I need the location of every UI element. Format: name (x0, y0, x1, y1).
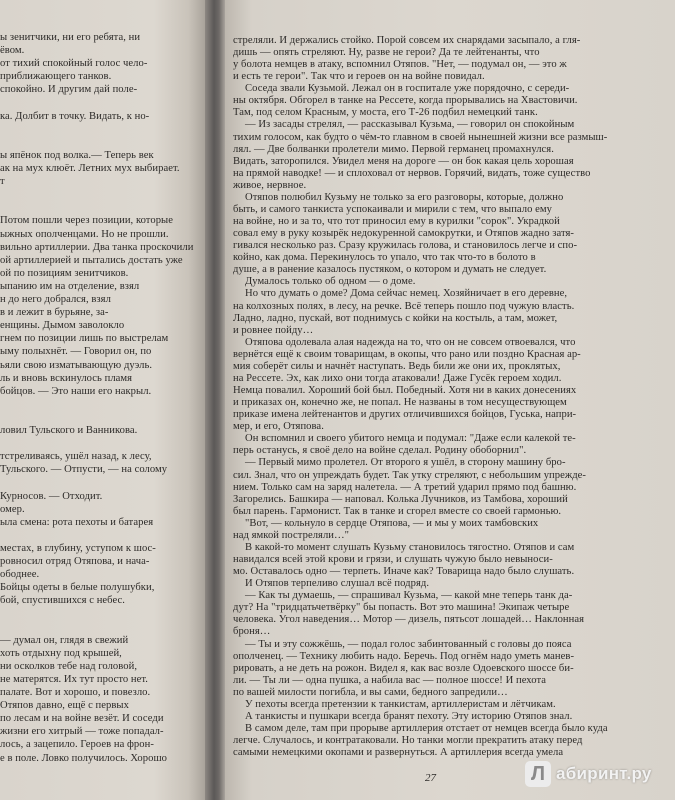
text-line: вернётся ещё к своим товарищам, в окопы, что рано или поздно Красная ар- (233, 348, 581, 360)
text-line: ободнее. (0, 569, 40, 581)
text-line: гнем по позиции лишь по выстрелам (0, 333, 169, 345)
right-page (225, 0, 675, 800)
text-line: совал ему в руку козырёк недокуренной самокрутки, и Отяпов жадно затя- (233, 228, 575, 240)
text-line: сил. Знал, что он упреждать будет. Так утку стреляют, с небольшим упрежде- (233, 469, 587, 481)
text-line: Соседа звали Кузьмой. Лежал он в госпитале уже порядочно, с середи- (245, 83, 570, 95)
text-line: от тихий спокойный голос чело- (0, 58, 148, 70)
text-line: спокойно. И другим дай поле- (0, 84, 138, 96)
text-line: ой артиллерией и пытались достать уже (0, 254, 183, 266)
text-line: по вашей милости погибла, и вы сами, бедного запредили… (233, 686, 508, 698)
text-line: е в поле. Ловко получилось. Хорошо (0, 752, 167, 764)
text-line: мия соберёт силы и начнёт наступать. Ведь били же они их, проклятых, (233, 360, 561, 372)
text-line: у болота немцев в атаку, вспомнил Отяпов. "Нет, — подумал он, — это ж (233, 59, 567, 71)
text-line: хоть отдыхну под крышей, (0, 647, 122, 659)
text-line: н до него добрался, взял (0, 294, 111, 305)
labirint-watermark (525, 756, 675, 792)
text-line: жизни его хитрый — тоже попадал- (0, 726, 164, 738)
book-gutter (205, 0, 225, 800)
text-line: Он вспомнил и своего убитого немца и подумал: "Даже если калекой те- (245, 433, 576, 445)
text-line: и ровнее пойду… (233, 324, 314, 336)
text-line: ны октября. Обгорел в танке на Рессете, когда прорывались на Хвастовичи. (233, 95, 578, 107)
text-line: в и лежит в бурьяне, за- (0, 307, 109, 319)
text-line: тстреливаясь, ушёл назад, к лесу, (0, 451, 152, 463)
text-line: рировать, а не деть на рожон. Видел я, как вас возле Одоевского шоссе би- (233, 662, 574, 674)
text-line: легче. Случалось, и контратаковали. Но танки могли прекратить атаку перед (233, 735, 583, 747)
text-line: Потом пошли через позиции, которые (0, 215, 173, 227)
text-line: на войне, но и за то, что тот приносил ему в курилки "сорок". Украдкой (233, 216, 560, 228)
text-line: навидался всей этой крови и грязи, и слушать чужую было невыноси- (233, 554, 553, 565)
text-line: душе, а в ранение казалось пустяком, о котором и думать не следует. (233, 264, 547, 276)
text-line: Там, под селом Красным, у моста, его Т-26 подбил немецкий танк. (233, 107, 538, 119)
text-line: ьяли свою изматывающую дуэль. (0, 359, 153, 371)
text-line: Но что думать о доме? Дома сейчас немец. Хозяйничает в его деревне, (245, 288, 568, 300)
text-line: Думалось только об одном — о доме. (245, 276, 416, 288)
text-line: человека. Угол наведения… Мотор — дизель, пятьсот лошадей… Наклонная (233, 614, 585, 626)
text-line: бойцов. — Это наши его накрыл. (0, 385, 152, 397)
text-line: ы зенитчики, ни его ребята, ни (0, 32, 141, 43)
text-line: ыжных ополченцами. Но не прошли. (0, 228, 169, 240)
text-line: — Ты и эту сожжёшь, — подал голос забинтованный с головы до пояса (245, 638, 572, 650)
labirint-logo-icon: Л (525, 761, 551, 787)
text-line: "Вот, — кольнуло в сердце Отяпова, — и мы у моих тамбовских (245, 517, 539, 529)
text-line: Ладно, ладно, пускай, вот поднимусь с койки на костыль, а там, может, (233, 312, 558, 324)
text-line: В самом деле, там при прорыве артиллерия отстает от немцев всегда было куда (245, 722, 608, 734)
text-line: Немца повалил. Хороший бой был. Победный. Хотя ни в каких донесениях (233, 385, 577, 397)
left-page (0, 0, 205, 800)
text-line: ыпанию им на отделение, взял (0, 280, 140, 292)
text-line: по лесам и на войне везёт. И соседи (0, 713, 164, 725)
text-line: Тульского. — Отпусти, — на солому (0, 464, 168, 476)
text-line: местах, в глубину, уступом к шос- (0, 542, 156, 554)
text-line: койно, как дома. Перекинулось то упало, что так что-то в болото в (233, 252, 536, 264)
text-line: В какой-то момент слушать Кузьму становилось тягостно. Отяпов и сам (245, 541, 575, 553)
text-line: нием. Только сам на заряд налетела. — А третий ударил прямо под башню. (233, 481, 577, 493)
text-line: А танкисты и пушкари всегда бранят пехоту. Эту историю Отяпов знал. (245, 710, 573, 722)
text-line: дишь — опять стреляют. Ну, разве не герои? Да те лейтенанты, что (233, 47, 540, 59)
text-line: Отяпов полюбил Кузьму не только за его разговоры, которые, должно (245, 191, 564, 203)
text-line: и есть те герои". Так что и героев он на войне повидал. (233, 71, 485, 83)
text-line: ой по позициям зенитчиков. (0, 267, 129, 279)
text-line: т (0, 176, 5, 188)
text-line: мо. Оставалось одно — терпеть. Иначе как? Товарища надо было слушать. (233, 566, 575, 578)
text-line: Загорелись. Башкира — наповал. Колька Лучников, из Тамбова, хороший (233, 493, 568, 505)
text-line: лял. — Две болванки пролетели мимо. Первой германец промахнулся. (233, 143, 554, 155)
text-line: ровносил отряд Отяпова, и нача- (0, 556, 150, 567)
text-line: самыми немецкими окопами и развернуться. А артиллерия всегда умела (233, 747, 564, 759)
text-line: палате. Вот и хорошо, и повезло. (0, 687, 151, 698)
text-line: ни осколков тебе над головой, (0, 660, 138, 672)
text-line: ль и вновь вскинулось пламя (0, 372, 133, 384)
text-line: приближающего танков. (0, 71, 112, 83)
text-line: ак на мух клюёт. Летних мух выбирает. (0, 163, 180, 174)
text-line: гивался несколько раз. Сразу кружилась голова, и становилось легче и спо- (233, 240, 578, 252)
text-line: перь останусь, я своё дело на войне сделал. Родину обоборнил". (233, 445, 527, 457)
text-line: не матерятся. Их тут просто нет. (0, 673, 148, 685)
text-line: У пехоты всегда претензии к танкистам, артиллеристам и лётчикам. (245, 698, 556, 710)
text-line: Видать, заторопился. Увидел меня на дороге — он бок какая цель хорошая (233, 155, 574, 167)
text-line: ловил Тульского и Ванникова. (0, 425, 138, 436)
page-number: 27 (425, 772, 436, 784)
text-line: броня… (233, 626, 271, 638)
text-line: лось, а зацепило. Героев на фрон- (0, 739, 154, 751)
text-line: быть, и самого танкиста успокаивали и мирили с тем, что выпало ему (233, 203, 553, 215)
text-line: ыла смена: рота пехоты и батарея (0, 516, 154, 528)
text-line: ыму полыхнёт. — Говорил он, по (0, 346, 152, 358)
text-line: вильно артиллерии. Два танка проскочили (0, 241, 194, 253)
text-line: на Рессете. Эх, как лихо они тогда атаковали! Даже Гусёк героем ходил. (233, 372, 562, 384)
text-line: И Отяпов терпеливо слушал всё подряд. (245, 578, 430, 590)
text-line: Курносов. — Отходит. (0, 490, 103, 502)
text-line: ли. — Ты ли — одна пушка, а набила вас — полное шоссе! И пехота (233, 674, 547, 686)
text-line: бой, спустившихся с небес. (0, 595, 125, 607)
text-line: Отяпов давно, ещё с первых (0, 700, 129, 712)
text-line: мер, и его, Отяпова. (233, 421, 324, 433)
text-line: дут? На "тридцатьчетвёрку" бы попасть. Вот это машина! Экипаж четыре (233, 602, 570, 614)
text-line: омер. (0, 503, 25, 515)
text-line: — Первый мимо пролетел. От второго я ушёл, в сторону машину бро- (245, 457, 566, 469)
text-line: приказе имена лейтенантов и других отличившихся бойцов, Гуська, напри- (233, 409, 577, 421)
text-line: живое, нервное. (233, 179, 307, 191)
text-line: стреляли. И держались стойко. Порой совсем их снарядами засыпало, а гля- (233, 35, 581, 46)
text-line: ёвом. (0, 45, 25, 57)
text-line: Бойцы одеты в белые полушубки, (0, 582, 155, 594)
text-line: над ямкой постреляли…" (233, 529, 350, 541)
text-line: на прямой наводке! — и сплоховал от нервов. Горячий, видать, тоже существо (233, 167, 591, 179)
text-line: — думал он, глядя в свежий (0, 634, 129, 646)
text-line: тихим голосом, как будто о чём-то главном в своей нынешней жизни все размыш- (233, 131, 608, 143)
text-line: — Из засады стрелял, — рассказывал Кузьма, — говорил он спокойным (245, 119, 575, 131)
text-line: и приказах он, конечно же, не попал. Не названы в том несуществующем (233, 397, 567, 409)
text-line: енщины. Дымом заволокло (0, 320, 125, 332)
text-line: на колхозных полях, в лесу, на речке. Всё теперь пошло под чужую власть. (233, 300, 575, 312)
text-line: ка. Долбит в точку. Видать, к но- (0, 110, 150, 122)
text-line: ополченец. — Технику любить надо. Беречь. Под огнём надо уметь манев- (233, 650, 575, 662)
text-line: — Как ты думаешь, — спрашивал Кузьма, — какой мне теперь танк да- (245, 590, 573, 602)
text-line: Отяпова одолевала алая надежда на то, что он не совсем отвоевался, что (245, 336, 576, 348)
watermark-text: абиринт.ру (556, 764, 652, 783)
text-line: ы япёнок под волка.— Теперь век (0, 149, 154, 161)
text-line: был парень. Гармонист. Так в танке и сгорел вместе со своей гармонью. (233, 505, 562, 517)
